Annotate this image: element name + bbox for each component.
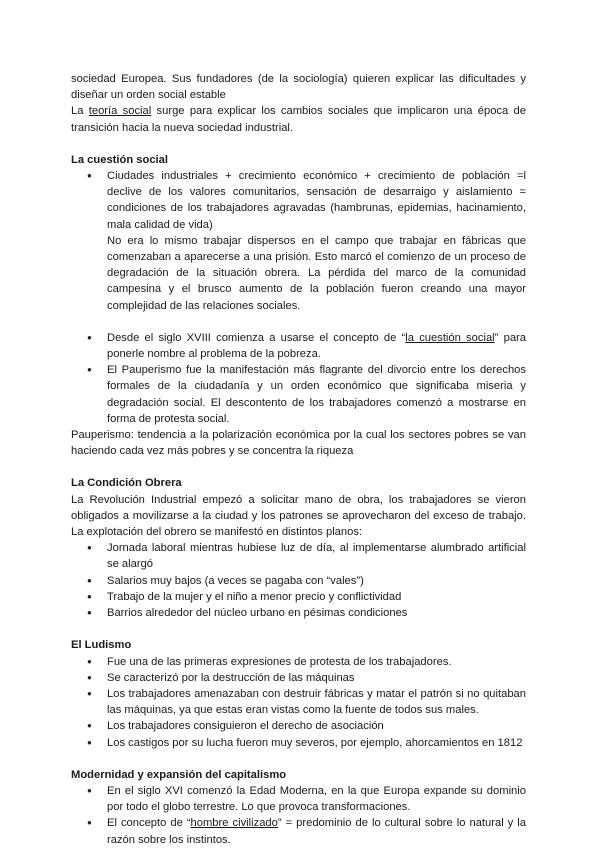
cuestion-social-list <box>71 168 526 314</box>
hombre-civilizado-link[interactable]: hombre civilizado <box>190 817 278 830</box>
list-item: ● Se caracterizó por la destrucción de las máquinas <box>71 670 526 686</box>
pauperismo-definition: Pauperismo: tendencia a la polarización económica por la cual los sectores pobres se van haciendo cada vez más pobres y se concentra la riqueza <box>71 429 526 458</box>
cuestion-social-list-2 <box>71 330 526 427</box>
list-item: ● Jornada laboral mientras hubiese luz de día, al implementarse alumbrado artificial se alargó <box>71 540 526 572</box>
cuestion-social-link[interactable]: la cuestión social <box>405 331 495 344</box>
heading-condicion-obrera: La Condición Obrera <box>71 477 182 490</box>
condicion-obrera-paragraph: La Revolución Industrial empezó a solicitar mano de obra, los trabajadores se vieron obligados a movilizarse a la ciudad y los patrones se aprovecharon del exceso de trabajo. La explotación del obrero se manifestó en distintos planos: <box>71 493 526 539</box>
ludismo-list <box>71 654 526 751</box>
list-item-continuation: No era lo mismo trabajar dispersos en el campo que trabajar en fábricas que comenzaban a aparecerse a una prisión. Esto marcó el comienzo de un proceso de degradación de la situación obrera. La pérdida del marco de la comunidad campesina y el brusco aumento de la población fueron creando una mayor complejidad de las relaciones sociales. <box>107 234 526 312</box>
list-item: ● Desde el siglo XVIII comienza a usarse el concepto de “la cuestión social” para ponerle nombre al problema de la pobreza. <box>71 330 526 362</box>
list-item: ● Salarios muy bajos (a veces se pagaba con “vales”) <box>71 573 526 589</box>
heading-cuestion-social: La cuestión social <box>71 153 168 166</box>
list-item: ● En el siglo XVI comenzó la Edad Moderna, en la que Europa expande su dominio por todo el globo terrestre. Lo que provoca transformaciones. <box>71 783 526 815</box>
heading-ludismo: El Ludismo <box>71 639 132 652</box>
list-item: ● Los trabajadores amenazaban con destruir fábricas y matar el patrón si no quitaban las máquinas, ya que estas eran vistas como la fuente de todos sus males. <box>71 686 526 718</box>
intro-paragraph-2: La teoría social surge para explicar los cambios sociales que implicaron una época de transición hacia la nueva sociedad industrial. <box>71 105 526 134</box>
intro-paragraph-1: sociedad Europea. Sus fundadores (de la sociología) quieren explicar las dificultades y diseñar un orden social estable <box>71 73 526 102</box>
list-item: ● Los castigos por su lucha fueron muy severos, por ejemplo, ahorcamientos en 1812 <box>71 735 526 751</box>
list-item: ● Barrios alrededor del núcleo urbano en pésimas condiciones <box>71 605 526 621</box>
list-item: ● Fue una de las primeras expresiones de protesta de los trabajadores. <box>71 654 526 670</box>
list-item: ● El concepto de “hombre civilizado” = predominio de lo cultural sobre lo natural y la razón sobre los instintos. <box>71 815 526 847</box>
teoria-social-link[interactable]: teoría social <box>88 105 152 118</box>
list-item: ● Trabajo de la mujer y el niño a menor precio y conflictividad <box>71 589 526 605</box>
list-item: ● Ciudades industriales + crecimiento económico + crecimiento de población =l declive de los valores comunitarios, sensación de desarraigo y aislamiento = condiciones de los trabajadores agravadas (hambrunas, epidemias, hacinamiento, mala calidad de vida) No era lo mismo trabajar dispersos en el campo que trabajar en fábricas que comenzaban a aparecerse a una prisión. Esto marcó el comienzo de un proceso de degradación de la situación obrera. La pérdida del marco de la comunidad campesina y el brusco aumento de la población fueron creando una mayor complejidad de las relaciones sociales. <box>71 168 526 314</box>
condicion-obrera-list <box>71 540 526 621</box>
modernidad-list <box>71 783 526 848</box>
page-content <box>71 71 526 848</box>
list-item: ● Los trabajadores consiguieron el derecho de asociación <box>71 718 526 734</box>
list-item: ● El Pauperismo fue la manifestación más flagrante del divorcio entre los derechos formales de la ciudadanía y un orden económico que significaba miseria y degradación social. El descontento de los trabajadores comenzó a mostrarse en forma de protesta social. <box>71 362 526 427</box>
heading-modernidad: Modernidad y expansión del capitalismo <box>71 768 287 781</box>
